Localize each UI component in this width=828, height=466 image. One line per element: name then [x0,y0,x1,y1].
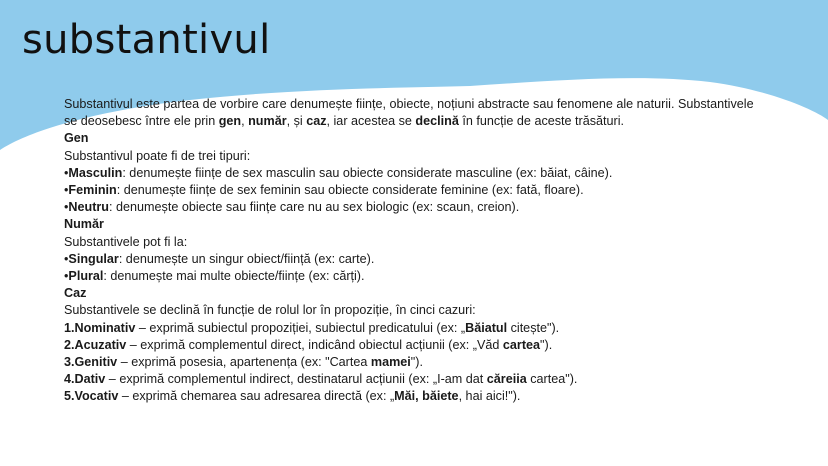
section-heading-caz [64,285,764,302]
term: 1.Nominativ [64,320,136,335]
term: 4.Dativ [64,372,106,387]
section-lead-gen: Substantivul poate fi de trei tipuri: [64,148,251,163]
definition: "). [540,337,553,352]
heading-text: Număr [64,217,104,232]
definition: , hai aici!"). [458,389,521,404]
definition: : denumește obiecte sau ființe care nu au sex biologic (ex: scaun, creion). [109,200,520,215]
intro-term-gen: gen [218,114,242,129]
section-heading-numar [64,216,764,233]
term: Masculin [68,165,123,180]
intro-term-numar: număr [248,114,287,129]
definition: : denumește mai multe obiecte/ființe (ex: cărți). [103,269,365,284]
section-heading-gen [64,130,764,147]
list-item [64,388,764,405]
intro-term-caz: caz [306,114,327,129]
list-item [64,337,764,354]
slide-title: substantivul [22,17,271,63]
term: 5.Vocativ [64,389,119,404]
definition: – exprimă chemarea sau adresarea directă (ex: „ [118,389,395,404]
term: 3.Genitiv [64,355,118,370]
slide-body [64,96,764,406]
intro-text: Substantivul este partea de vorbire care denumește ființe, obiecte, noțiuni abstracte sau fenomene ale naturii. Substantivele se deosebesc între ele prin [64,97,754,129]
list-item [64,371,764,388]
list-item [64,182,764,199]
intro-text: , iar acestea se [326,114,416,129]
heading-text: Gen [64,131,89,146]
example-highlight: Măi, băiete [394,389,459,404]
term: Feminin [68,183,117,198]
intro-term-declina: declină [415,114,459,129]
definition: – exprimă posesia, apartenența (ex: "Cartea [117,355,371,370]
term: 2.Acuzativ [64,337,127,352]
definition: "). [410,355,423,370]
list-item [64,199,764,216]
definition: : denumește un singur obiect/ființă (ex: carte). [118,251,375,266]
term: Neutru [68,200,110,215]
bullet: • [64,165,69,180]
example-highlight: mamei [370,355,411,370]
definition: : denumește ființe de sex feminin sau obiecte considerate feminine (ex: fată, floare). [116,183,584,198]
list-item [64,251,764,268]
definition: : denumește ființe de sex masculin sau obiecte considerate masculine (ex: băiat, câine). [122,165,613,180]
definition: cartea"). [526,372,578,387]
definition: – exprimă complementul direct, indicând obiectul acțiunii (ex: „Văd [126,337,503,352]
section-lead-numar: Substantivele pot fi la: [64,234,188,249]
section-lead-caz: Substantivele se declină în funcție de rolul lor în propoziție, în cinci cazuri: [64,303,476,318]
example-highlight: Băiatul [465,320,508,335]
bullet: • [64,200,69,215]
intro-text: , și [286,114,307,129]
heading-text: Caz [64,286,87,301]
definition: – exprimă complementul indirect, destinatarul acțiunii (ex: „I-am dat [105,372,487,387]
intro-paragraph [64,96,764,130]
intro-text: , [241,114,249,129]
bullet: • [64,269,69,284]
term: Plural [68,269,104,284]
list-item [64,165,764,182]
definition: citește"). [507,320,560,335]
example-highlight: cartea [502,337,541,352]
bullet: • [64,251,69,266]
intro-text: în funcție de aceste trăsături. [458,114,625,129]
list-item [64,320,764,337]
bullet: • [64,183,69,198]
definition: – exprimă subiectul propoziției, subiectul predicatului (ex: „ [135,320,466,335]
list-item [64,354,764,371]
term: Singular [68,251,119,266]
example-highlight: căreiia [486,372,527,387]
list-item [64,268,764,285]
